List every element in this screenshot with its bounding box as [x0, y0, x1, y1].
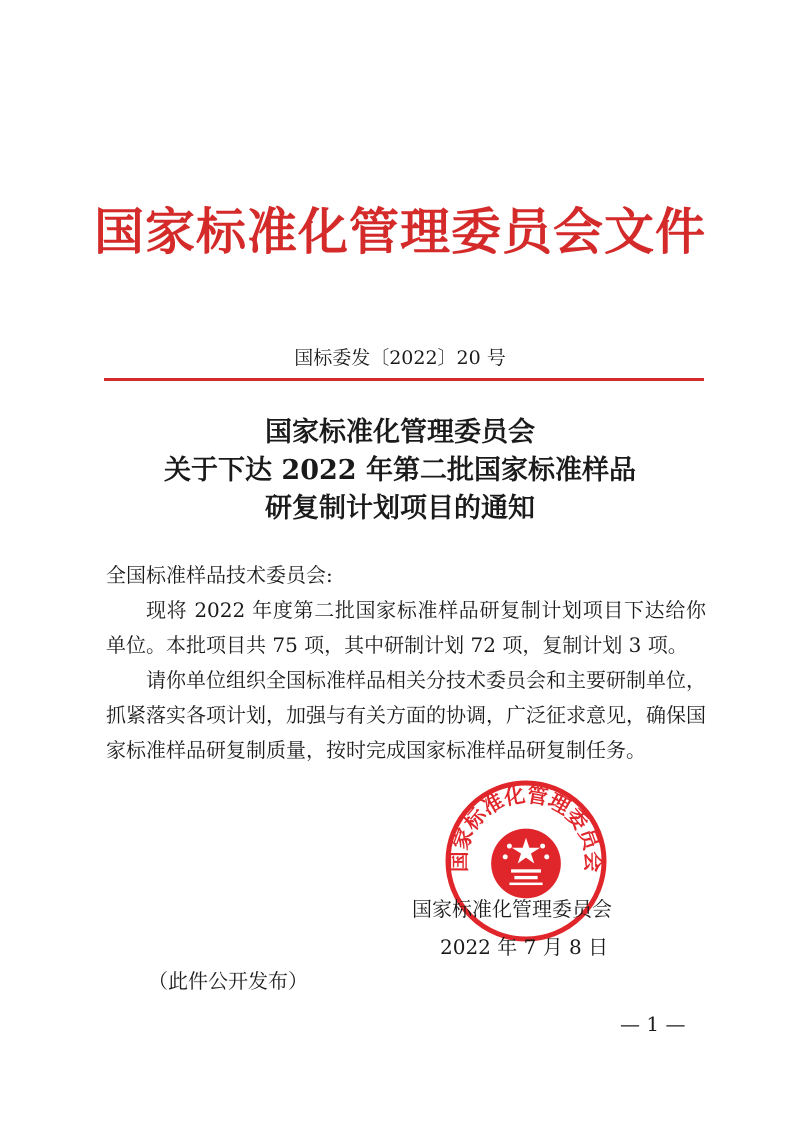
release-note: （此件公开发布） — [148, 969, 308, 993]
body-paragraph-2: 请你单位组织全国标准样品相关分技术委员会和主要研制单位，抓紧落实各项计划，加强与有关方面的协调，广泛征求意见，确保国家标准样品研复制质量，按时完成国家标准样品研复制任务。 — [106, 668, 706, 762]
seal-lettering: 国家标准化管理委员会 — [447, 782, 605, 873]
signature-organization: 国家标准化管理委员会 — [412, 897, 612, 921]
notice-title-line-3: 研复制计划项目的通知 — [265, 493, 535, 524]
notice-title-line-2: 关于下达 2022 年第二批国家标准样品 — [164, 455, 636, 486]
notice-title-line-1: 国家标准化管理委员会 — [265, 417, 535, 448]
document-number: 国标委发〔2022〕20 号 — [294, 347, 506, 369]
header-divider — [104, 378, 704, 381]
signature-date: 2022 年 7 月 8 日 — [440, 935, 609, 959]
body-paragraph-1: 现将 2022 年度第二批国家标准样品研复制计划项目下达给你单位。本批项目共 75 项，其中研制计划 72 项，复制计划 3 项。 — [106, 598, 706, 657]
page-number: — 1 — — [620, 1012, 686, 1036]
document-header-title: 国家标准化管理委员会文件 — [94, 203, 706, 261]
national-emblem-icon — [491, 829, 561, 899]
addressee: 全国标准样品技术委员会: — [106, 563, 333, 587]
